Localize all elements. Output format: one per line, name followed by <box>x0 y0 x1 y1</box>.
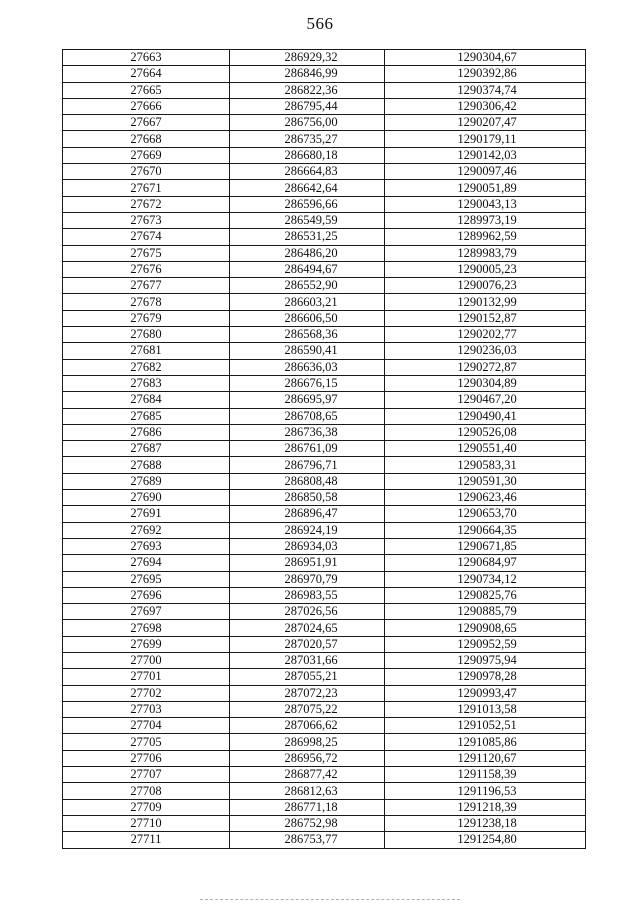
y-coordinate-cell: 1290551,40 <box>385 441 586 457</box>
y-coordinate-cell: 1290051,89 <box>385 180 586 196</box>
table-row <box>63 750 586 766</box>
x-coordinate-cell: 286494,67 <box>230 261 385 277</box>
point-cell: 27701 <box>63 669 230 685</box>
x-coordinate-cell: 286877,42 <box>230 767 385 783</box>
x-coordinate-cell: 287026,56 <box>230 604 385 620</box>
table-row <box>63 82 586 98</box>
point-cell: 27689 <box>63 473 230 489</box>
point-cell: 27690 <box>63 490 230 506</box>
x-coordinate-cell: 286756,00 <box>230 115 385 131</box>
y-coordinate-cell: 1291218,39 <box>385 799 586 815</box>
y-coordinate-cell: 1290671,85 <box>385 538 586 554</box>
table-row <box>63 571 586 587</box>
table-row <box>63 245 586 261</box>
table-row <box>63 490 586 506</box>
table-row <box>63 50 586 66</box>
table-row <box>63 473 586 489</box>
point-cell: 27675 <box>63 245 230 261</box>
y-coordinate-cell: 1290993,47 <box>385 685 586 701</box>
point-cell: 27697 <box>63 604 230 620</box>
x-coordinate-cell: 286552,90 <box>230 278 385 294</box>
table-row <box>63 392 586 408</box>
table-row <box>63 767 586 783</box>
table-row <box>63 115 586 131</box>
x-coordinate-cell: 286596,66 <box>230 196 385 212</box>
point-cell: 27682 <box>63 359 230 375</box>
x-coordinate-cell: 286708,65 <box>230 408 385 424</box>
x-coordinate-cell: 287020,57 <box>230 636 385 652</box>
point-cell: 27686 <box>63 424 230 440</box>
y-coordinate-cell: 1290272,87 <box>385 359 586 375</box>
x-coordinate-cell: 286664,83 <box>230 164 385 180</box>
table-row <box>63 815 586 831</box>
table-row <box>63 832 586 848</box>
y-coordinate-cell: 1290490,41 <box>385 408 586 424</box>
x-coordinate-cell: 287055,21 <box>230 669 385 685</box>
y-coordinate-cell: 1291085,86 <box>385 734 586 750</box>
y-coordinate-cell: 1290825,76 <box>385 587 586 603</box>
point-cell: 27708 <box>63 783 230 799</box>
table-row <box>63 701 586 717</box>
point-cell: 27699 <box>63 636 230 652</box>
y-coordinate-cell: 1289983,79 <box>385 245 586 261</box>
table-row <box>63 587 586 603</box>
x-coordinate-cell: 286606,50 <box>230 310 385 326</box>
table-row <box>63 669 586 685</box>
point-cell: 27705 <box>63 734 230 750</box>
point-cell: 27695 <box>63 571 230 587</box>
point-cell: 27670 <box>63 164 230 180</box>
y-coordinate-cell: 1290392,86 <box>385 66 586 82</box>
x-coordinate-cell: 286822,36 <box>230 82 385 98</box>
x-coordinate-cell: 286680,18 <box>230 147 385 163</box>
point-cell: 27667 <box>63 115 230 131</box>
table-row <box>63 718 586 734</box>
x-coordinate-cell: 286486,20 <box>230 245 385 261</box>
table-row <box>63 229 586 245</box>
x-coordinate-cell: 286771,18 <box>230 799 385 815</box>
point-cell: 27707 <box>63 767 230 783</box>
point-cell: 27709 <box>63 799 230 815</box>
point-cell: 27693 <box>63 538 230 554</box>
point-cell: 27704 <box>63 718 230 734</box>
y-coordinate-cell: 1290374,74 <box>385 82 586 98</box>
point-cell: 27678 <box>63 294 230 310</box>
x-coordinate-cell: 286934,03 <box>230 538 385 554</box>
x-coordinate-cell: 286970,79 <box>230 571 385 587</box>
table-row <box>63 799 586 815</box>
y-coordinate-cell: 1290179,11 <box>385 131 586 147</box>
point-cell: 27710 <box>63 815 230 831</box>
point-cell: 27687 <box>63 441 230 457</box>
point-cell: 27684 <box>63 392 230 408</box>
table-row <box>63 522 586 538</box>
x-coordinate-cell: 287024,65 <box>230 620 385 636</box>
point-cell: 27691 <box>63 506 230 522</box>
y-coordinate-cell: 1290076,23 <box>385 278 586 294</box>
table-row <box>63 196 586 212</box>
x-coordinate-cell: 286951,91 <box>230 555 385 571</box>
coordinates-table-body <box>63 50 586 849</box>
x-coordinate-cell: 287075,22 <box>230 701 385 717</box>
point-cell: 27688 <box>63 457 230 473</box>
x-coordinate-cell: 286998,25 <box>230 734 385 750</box>
table-row <box>63 164 586 180</box>
x-coordinate-cell: 286983,55 <box>230 587 385 603</box>
point-cell: 27666 <box>63 98 230 114</box>
point-cell: 27703 <box>63 701 230 717</box>
point-cell: 27672 <box>63 196 230 212</box>
table-row <box>63 424 586 440</box>
y-coordinate-cell: 1290908,65 <box>385 620 586 636</box>
x-coordinate-cell: 286603,21 <box>230 294 385 310</box>
y-coordinate-cell: 1290975,94 <box>385 652 586 668</box>
table-row <box>63 343 586 359</box>
y-coordinate-cell: 1290097,46 <box>385 164 586 180</box>
x-coordinate-cell: 286795,44 <box>230 98 385 114</box>
y-coordinate-cell: 1290467,20 <box>385 392 586 408</box>
table-row <box>63 278 586 294</box>
point-cell: 27664 <box>63 66 230 82</box>
x-coordinate-cell: 286808,48 <box>230 473 385 489</box>
table-row <box>63 636 586 652</box>
x-coordinate-cell: 286924,19 <box>230 522 385 538</box>
y-coordinate-cell: 1290623,46 <box>385 490 586 506</box>
x-coordinate-cell: 286846,99 <box>230 66 385 82</box>
y-coordinate-cell: 1291238,18 <box>385 815 586 831</box>
table-row <box>63 734 586 750</box>
table-row <box>63 783 586 799</box>
y-coordinate-cell: 1290202,77 <box>385 327 586 343</box>
y-coordinate-cell: 1291196,53 <box>385 783 586 799</box>
y-coordinate-cell: 1289973,19 <box>385 212 586 228</box>
coordinates-table <box>62 49 586 849</box>
x-coordinate-cell: 286796,71 <box>230 457 385 473</box>
table-row <box>63 310 586 326</box>
x-coordinate-cell: 286956,72 <box>230 750 385 766</box>
y-coordinate-cell: 1290304,67 <box>385 50 586 66</box>
x-coordinate-cell: 287066,62 <box>230 718 385 734</box>
x-coordinate-cell: 286695,97 <box>230 392 385 408</box>
x-coordinate-cell: 286753,77 <box>230 832 385 848</box>
y-coordinate-cell: 1291254,80 <box>385 832 586 848</box>
y-coordinate-cell: 1290304,89 <box>385 375 586 391</box>
table-row <box>63 327 586 343</box>
point-cell: 27676 <box>63 261 230 277</box>
page-number: 566 <box>306 14 334 33</box>
point-cell: 27680 <box>63 327 230 343</box>
x-coordinate-cell: 286850,58 <box>230 490 385 506</box>
point-cell: 27674 <box>63 229 230 245</box>
table-row <box>63 180 586 196</box>
point-cell: 27685 <box>63 408 230 424</box>
point-cell: 27669 <box>63 147 230 163</box>
x-coordinate-cell: 286642,64 <box>230 180 385 196</box>
x-coordinate-cell: 286812,63 <box>230 783 385 799</box>
table-row <box>63 131 586 147</box>
point-cell: 27663 <box>63 50 230 66</box>
table-row <box>63 506 586 522</box>
point-cell: 27673 <box>63 212 230 228</box>
point-cell: 27694 <box>63 555 230 571</box>
table-row <box>63 538 586 554</box>
point-cell: 27677 <box>63 278 230 294</box>
point-cell: 27702 <box>63 685 230 701</box>
x-coordinate-cell: 286752,98 <box>230 815 385 831</box>
y-coordinate-cell: 1290526,08 <box>385 424 586 440</box>
x-coordinate-cell: 286735,27 <box>230 131 385 147</box>
point-cell: 27668 <box>63 131 230 147</box>
table-row <box>63 441 586 457</box>
table-row <box>63 294 586 310</box>
point-cell: 27681 <box>63 343 230 359</box>
x-coordinate-cell: 286929,32 <box>230 50 385 66</box>
table-row <box>63 98 586 114</box>
x-coordinate-cell: 286676,15 <box>230 375 385 391</box>
y-coordinate-cell: 1290653,70 <box>385 506 586 522</box>
y-coordinate-cell: 1290306,42 <box>385 98 586 114</box>
x-coordinate-cell: 286761,09 <box>230 441 385 457</box>
y-coordinate-cell: 1290152,87 <box>385 310 586 326</box>
point-cell: 27665 <box>63 82 230 98</box>
y-coordinate-cell: 1290583,31 <box>385 457 586 473</box>
bottom-scan-mark <box>200 899 460 900</box>
table-row <box>63 408 586 424</box>
table-row <box>63 66 586 82</box>
table-row <box>63 261 586 277</box>
point-cell: 27671 <box>63 180 230 196</box>
x-coordinate-cell: 286590,41 <box>230 343 385 359</box>
table-row <box>63 604 586 620</box>
y-coordinate-cell: 1290591,30 <box>385 473 586 489</box>
y-coordinate-cell: 1291013,58 <box>385 701 586 717</box>
table-row <box>63 685 586 701</box>
y-coordinate-cell: 1290952,59 <box>385 636 586 652</box>
x-coordinate-cell: 287031,66 <box>230 652 385 668</box>
point-cell: 27706 <box>63 750 230 766</box>
point-cell: 27679 <box>63 310 230 326</box>
x-coordinate-cell: 286896,47 <box>230 506 385 522</box>
table-row <box>63 147 586 163</box>
table-row <box>63 212 586 228</box>
table-row <box>63 652 586 668</box>
table-row <box>63 620 586 636</box>
x-coordinate-cell: 287072,23 <box>230 685 385 701</box>
table-row <box>63 375 586 391</box>
y-coordinate-cell: 1290885,79 <box>385 604 586 620</box>
y-coordinate-cell: 1290236,03 <box>385 343 586 359</box>
x-coordinate-cell: 286549,59 <box>230 212 385 228</box>
x-coordinate-cell: 286568,36 <box>230 327 385 343</box>
y-coordinate-cell: 1290978,28 <box>385 669 586 685</box>
point-cell: 27696 <box>63 587 230 603</box>
y-coordinate-cell: 1290207,47 <box>385 115 586 131</box>
point-cell: 27692 <box>63 522 230 538</box>
x-coordinate-cell: 286736,38 <box>230 424 385 440</box>
point-cell: 27700 <box>63 652 230 668</box>
y-coordinate-cell: 1290684,97 <box>385 555 586 571</box>
point-cell: 27711 <box>63 832 230 848</box>
x-coordinate-cell: 286636,03 <box>230 359 385 375</box>
point-cell: 27698 <box>63 620 230 636</box>
point-cell: 27683 <box>63 375 230 391</box>
y-coordinate-cell: 1290043,13 <box>385 196 586 212</box>
table-row <box>63 457 586 473</box>
y-coordinate-cell: 1291158,39 <box>385 767 586 783</box>
y-coordinate-cell: 1291120,67 <box>385 750 586 766</box>
y-coordinate-cell: 1290142,03 <box>385 147 586 163</box>
y-coordinate-cell: 1290132,99 <box>385 294 586 310</box>
y-coordinate-cell: 1289962,59 <box>385 229 586 245</box>
y-coordinate-cell: 1290734,12 <box>385 571 586 587</box>
table-row <box>63 555 586 571</box>
table-row <box>63 359 586 375</box>
x-coordinate-cell: 286531,25 <box>230 229 385 245</box>
y-coordinate-cell: 1290664,35 <box>385 522 586 538</box>
y-coordinate-cell: 1291052,51 <box>385 718 586 734</box>
y-coordinate-cell: 1290005,23 <box>385 261 586 277</box>
